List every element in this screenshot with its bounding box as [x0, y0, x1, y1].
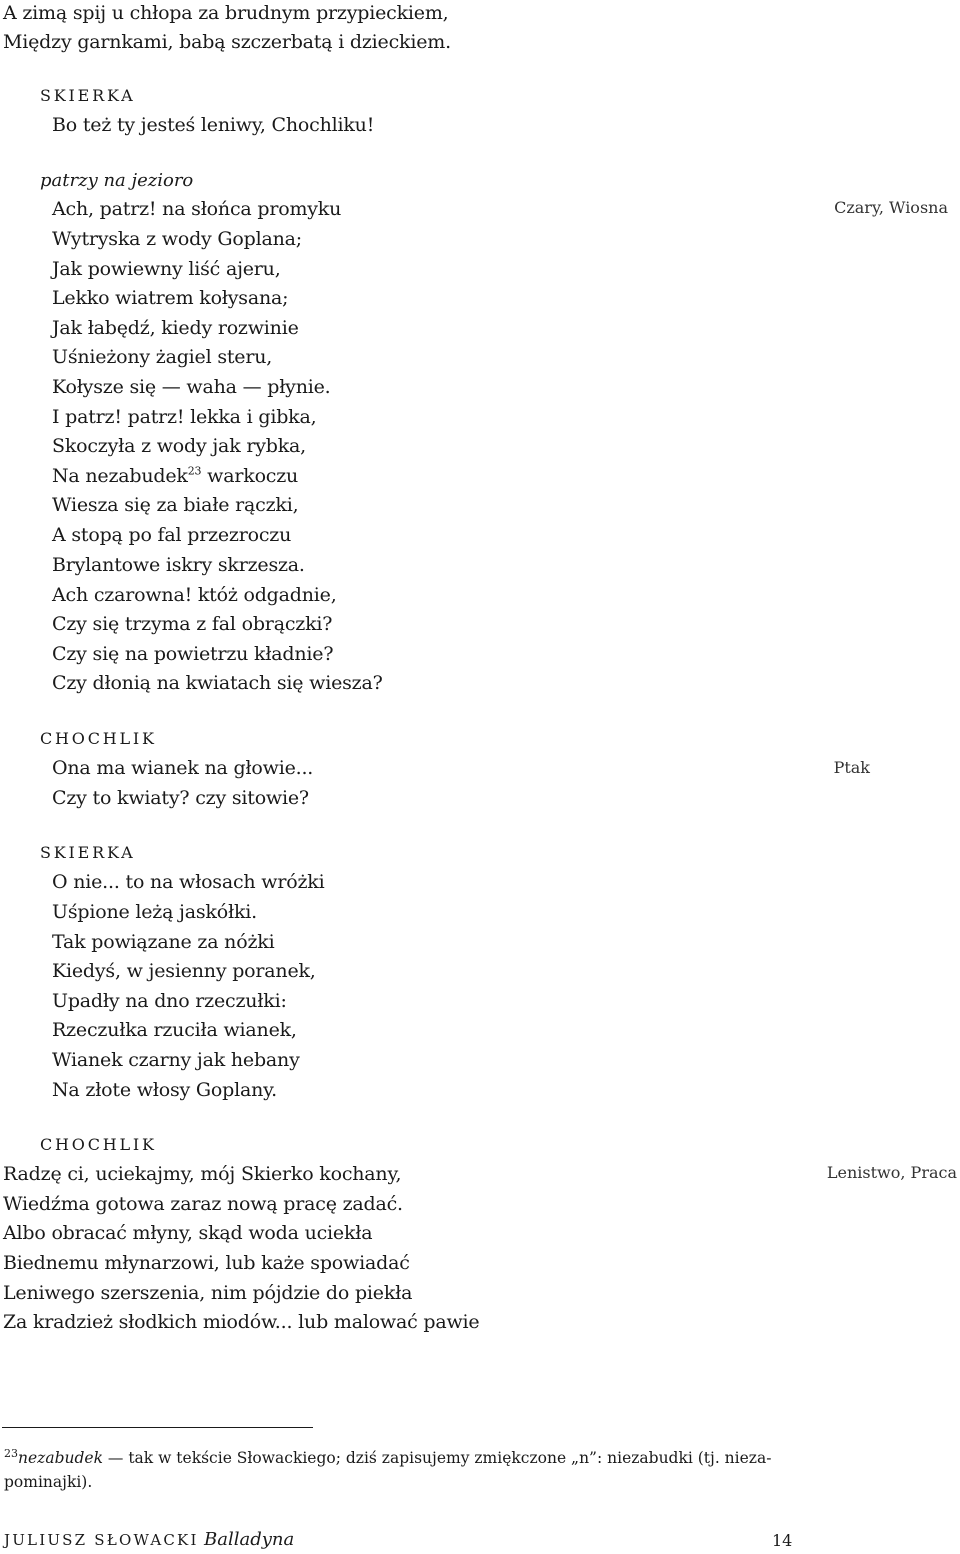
verse-line: Ach, patrz! na słońca promyku: [52, 198, 342, 220]
verse-line: Za kradzież słodkich miodów... lub malować pawie: [3, 1311, 480, 1333]
verse-line: Uśpione leżą jaskółki.: [52, 901, 257, 923]
verse-line: Jak łabędź, kiedy rozwinie: [52, 317, 299, 339]
footer-author: JULIUSZ SŁOWACKI: [4, 1531, 199, 1549]
verse-line: Czy się trzyma z fal obrączki?: [52, 613, 333, 635]
verse-line: Leniwego szerszenia, nim pójdzie do piekła: [3, 1282, 413, 1304]
verse-line: Wiedźma gotowa zaraz nową pracę zadać.: [3, 1193, 403, 1215]
margin-note: Lenistwo, Praca: [826, 1163, 957, 1182]
verse-line: Między garnkami, babą szczerbatą i dzieckiem.: [3, 31, 451, 53]
verse-text: Na nezabudek: [52, 465, 188, 487]
verse-line: O nie... to na włosach wróżki: [52, 871, 325, 893]
verse-line: Jak powiewny liść ajeru,: [52, 258, 281, 280]
footnote-divider: [2, 1427, 313, 1428]
verse-line: Ona ma wianek na głowie...: [52, 757, 314, 779]
verse-line: Lekko wiatrem kołysana;: [52, 287, 289, 309]
verse-line: Czy się na powietrzu kładnie?: [52, 643, 334, 665]
page-number: 14: [772, 1531, 793, 1550]
footer-title: Balladyna: [204, 1529, 295, 1550]
verse-line: Czy to kwiaty? czy sitowie?: [52, 787, 309, 809]
speaker-name: SKIERKA: [40, 843, 136, 862]
verse-line: Tak powiązane za nóżki: [52, 931, 275, 953]
verse-line: Bo też ty jesteś leniwy, Chochliku!: [52, 114, 375, 136]
footnote-number: 23: [4, 1446, 18, 1460]
verse-line: Wianek czarny jak hebany: [52, 1049, 300, 1071]
footnote-text: — tak w tekście Słowackiego; dziś zapisujemy zmiękczone „n”: niezabudki (tj. nieza-pominajki).: [4, 1449, 772, 1491]
verse-line: Ach czarowna! któż odgadnie,: [52, 584, 337, 606]
speaker-name: SKIERKA: [40, 86, 136, 105]
margin-note: Ptak: [833, 758, 870, 777]
verse-line: Rzeczułka rzuciła wianek,: [52, 1019, 297, 1041]
verse-line: Kiedyś, w jesienny poranek,: [52, 960, 316, 982]
verse-line-with-footnote: [52, 465, 298, 487]
speaker-name: CHOCHLIK: [40, 729, 157, 748]
verse-line: Albo obracać młyny, skąd woda uciekła: [3, 1222, 373, 1244]
verse-line: Czy dłonią na kwiatach się wiesza?: [52, 672, 383, 694]
margin-note: Czary, Wiosna: [834, 198, 948, 217]
verse-line: A stopą po fal przezroczu: [52, 524, 292, 546]
verse-line: Skoczyła z wody jak rybka,: [52, 435, 306, 457]
verse-line: Uśnieżony żagiel steru,: [52, 346, 273, 368]
verse-text: warkoczu: [201, 465, 299, 487]
verse-line: Radzę ci, uciekajmy, mój Skierko kochany,: [3, 1163, 402, 1185]
footnote-term: nezabudek: [18, 1449, 103, 1467]
verse-line: Brylantowe iskry skrzesza.: [52, 554, 305, 576]
speaker-name: CHOCHLIK: [40, 1135, 157, 1154]
verse-line: A zimą spij u chłopa za brudnym przypieckiem,: [3, 2, 449, 24]
footnote-reference: 23: [187, 464, 202, 478]
verse-line: Upadły na dno rzeczułki:: [52, 990, 287, 1012]
verse-line: I patrz! patrz! lekka i gibka,: [52, 406, 317, 428]
verse-line: Kołysze się — waha — płynie.: [52, 376, 331, 398]
verse-line: Wytryska z wody Goplana;: [52, 228, 302, 250]
verse-line: Biednemu młynarzowi, lub każe spowiadać: [3, 1252, 410, 1274]
verse-line: Na złote włosy Goplany.: [52, 1079, 277, 1101]
footnote: [4, 1446, 804, 1494]
verse-line: Wiesza się za białe rączki,: [52, 494, 299, 516]
stage-direction: patrzy na jezioro: [40, 170, 194, 191]
